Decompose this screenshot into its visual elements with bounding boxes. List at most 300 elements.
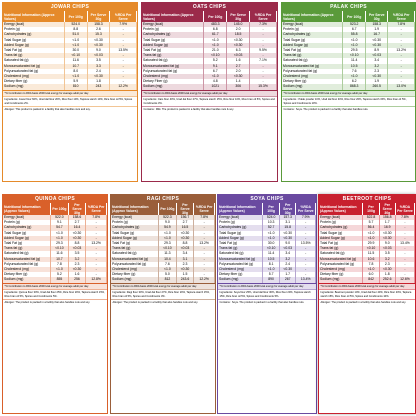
nutrient-name: Cholesterol (mg) (3, 267, 51, 272)
value-per-serve: <0.03 (379, 246, 395, 251)
rda-percent: - (194, 246, 215, 251)
nutrient-name: Protein (g) (218, 220, 263, 225)
rda-footnote: *% Contribution to RDA basis 2000 kcal energy for average adult per day. (3, 90, 137, 97)
value-per-100g: 5.0 (159, 272, 177, 277)
ingredients-text: Ingredients: Quinoa flour 30%, Urad dal flour 25%, Rice flour 20%, Tapioca starch 15%, Rice bran oil 5%, Spices and Condiments 5%. (3, 289, 107, 299)
rda-footnote: *% Contribution to RDA basis 2000 kcal energy for average adult per day. (319, 283, 415, 290)
value-per-serve: 243 (87, 84, 110, 89)
nutrition-table (218, 203, 316, 283)
value-per-serve: 1.8 (379, 272, 395, 277)
value-per-100g: 7.8 (363, 262, 379, 267)
value-per-serve: 3.5 (379, 251, 395, 256)
value-per-serve: 16.5 (176, 225, 194, 230)
nutrition-table (3, 11, 137, 90)
column-header-perServe: Per Serve 30g (279, 203, 296, 215)
nutrient-name: Polyunsaturated fat (g) (319, 262, 363, 267)
panel-title: OATS CHIPS (142, 3, 277, 11)
nutrient-name: Monounsaturated fat (g) (319, 257, 363, 262)
panel-ragi (110, 194, 216, 414)
rda-percent: - (110, 53, 137, 58)
value-per-100g: 5.2 (51, 272, 69, 277)
value-per-serve: <0.03 (365, 53, 388, 58)
nutrient-name: Dietary fiber (g) (282, 79, 343, 84)
panel-title: JOWAR CHIPS (3, 3, 137, 11)
rda-percent: 7.8% (194, 215, 215, 220)
rda-percent: - (250, 53, 277, 58)
value-per-100g: <1.0 (159, 267, 177, 272)
value-per-serve: 2.3 (68, 262, 86, 267)
value-per-100g: 10.6 (363, 257, 379, 262)
value-per-serve: 1.7 (379, 220, 395, 225)
nutrient-name: Total Sugar (g) (3, 38, 64, 43)
nutrient-name: Added Sugar (g) (3, 43, 64, 48)
value-per-100g: <1.0 (51, 267, 69, 272)
value-per-serve: 2.3 (365, 69, 388, 74)
ingredients-text: Ingredients: Beetroot powder 10%, Urad dal flour 40%, Rice flour 20%, Tapioca starch 15%, Rice bran oil 5%, Spices and Condiments 10%. (319, 289, 415, 299)
rda-percent: - (194, 225, 215, 230)
value-per-100g: 522.3 (159, 215, 177, 220)
value-per-100g: 810 (64, 84, 87, 89)
panel-soya (217, 194, 317, 414)
nutrient-name: Added Sugar (g) (111, 236, 159, 241)
rda-percent: - (86, 262, 107, 267)
value-per-100g: 10.4 (159, 257, 177, 262)
value-per-serve: <0.03 (87, 53, 110, 58)
value-per-serve: 1.5 (176, 272, 194, 277)
column-header-perServe: Per Serve 30g (379, 203, 395, 215)
value-per-100g: <1.0 (64, 74, 87, 79)
value-per-100g: 868.3 (343, 84, 366, 89)
column-header-row (142, 11, 277, 22)
value-per-100g: 7.6 (159, 262, 177, 267)
rda-percent: - (388, 43, 415, 48)
nutrient-name: Trans fat (g) (282, 53, 343, 58)
rda-percent: - (110, 38, 137, 43)
value-per-serve: 252.6 (379, 277, 395, 282)
nutrient-name: Total Sugar (g) (111, 231, 159, 236)
value-per-serve: <0.30 (379, 267, 395, 272)
rda-percent: - (86, 225, 107, 230)
column-header-name: Nutritional Information (Approx Values) (218, 203, 263, 215)
value-per-serve: 1.6 (68, 272, 86, 277)
value-per-serve: 2.7 (227, 64, 250, 69)
nutrient-name: Total Sugar (g) (218, 231, 263, 236)
rda-percent: 13.5% (296, 241, 316, 246)
nutrition-table (319, 203, 415, 283)
value-per-100g: 8.0 (64, 69, 87, 74)
nutrient-name: Polyunsaturated fat (g) (111, 262, 159, 267)
nutrient-name: Added Sugar (g) (3, 236, 51, 241)
rda-percent: - (296, 262, 316, 267)
value-per-serve: <0.03 (68, 246, 86, 251)
panel-title: SOYA CHIPS (218, 195, 316, 203)
nutrient-name: Sodium (mg) (3, 277, 51, 282)
value-per-100g: 55.8 (343, 32, 366, 37)
nutrient-name: Total Fat (g) (319, 241, 363, 246)
value-per-100g: 890 (263, 277, 280, 282)
value-per-100g: 10.5 (263, 257, 280, 262)
rda-percent: 12.8% (86, 277, 107, 282)
value-per-serve: 3.3 (87, 64, 110, 69)
rda-percent: - (395, 220, 414, 225)
nutrient-name: Dietary fiber (g) (3, 79, 64, 84)
value-per-100g: <1.0 (263, 267, 280, 272)
value-per-100g: 5.7 (363, 220, 379, 225)
column-header-name: Nutritional Information (Approx Values) (111, 203, 159, 215)
value-per-serve: 9.0 (379, 241, 395, 246)
value-per-serve: <0.30 (176, 267, 194, 272)
rda-percent: 13.4% (395, 241, 414, 246)
value-per-serve: <0.30 (68, 267, 86, 272)
value-per-100g: 11.4 (343, 58, 366, 63)
rda-percent: - (86, 267, 107, 272)
rda-percent: - (110, 64, 137, 69)
column-header-rda: %RDA Per Serve (194, 203, 215, 215)
rda-percent: - (296, 236, 316, 241)
nutrient-name: Polyunsaturated fat (g) (3, 262, 51, 267)
rda-percent: - (86, 257, 107, 262)
nutrient-name: Monounsaturated fat (g) (282, 64, 343, 69)
rda-percent: - (296, 251, 316, 256)
nutrient-name: Polyunsaturated fat (g) (3, 69, 64, 74)
value-per-serve: 9.0 (279, 241, 296, 246)
nutrient-name: Protein (g) (3, 220, 51, 225)
nutrient-name: Cholesterol (mg) (218, 267, 263, 272)
nutrient-name: Protein (g) (142, 27, 204, 32)
value-per-100g: 522.0 (51, 215, 69, 220)
rda-percent: - (86, 236, 107, 241)
value-per-serve: 2.6 (87, 27, 110, 32)
value-per-serve: <0.30 (279, 267, 296, 272)
value-per-100g: 11.6 (51, 251, 69, 256)
rda-percent: 7.1% (250, 58, 277, 63)
allergen-text: Contains : Soya. The product is packed in a facility that also handles nuts. (218, 299, 316, 306)
column-header-per100: Per 100g (263, 203, 280, 215)
value-per-100g: <1.0 (363, 231, 379, 236)
value-per-100g: 30.0 (263, 241, 280, 246)
rda-percent: - (194, 231, 215, 236)
value-per-serve: 1.9 (365, 27, 388, 32)
value-per-serve: 3.1 (279, 220, 296, 225)
rda-footnote: *% Contribution to RDA basis 2000 kcal energy for average adult per day. (142, 90, 277, 97)
value-per-100g: <0.10 (64, 53, 87, 58)
value-per-serve: 2.3 (176, 262, 194, 267)
value-per-100g: 61.7 (204, 32, 227, 37)
value-per-100g: 842 (363, 277, 379, 282)
value-per-100g: <1.0 (204, 74, 227, 79)
nutrient-name: Monounsaturated fat (g) (3, 64, 64, 69)
value-per-serve: 1.9 (365, 79, 388, 84)
column-header-row (111, 203, 215, 215)
nutrient-name: Total Sugar (g) (142, 38, 204, 43)
nutrient-name: Total Fat (g) (282, 48, 343, 53)
nutrient-name: Monounsaturated fat (g) (3, 257, 51, 262)
rda-percent: - (296, 220, 316, 225)
rda-percent: - (86, 220, 107, 225)
nutrient-name: Sodium (mg) (142, 84, 204, 89)
value-per-serve: 8.9 (365, 48, 388, 53)
value-per-100g: <1.0 (263, 236, 280, 241)
rda-percent: - (395, 225, 414, 230)
value-per-serve: <0.03 (279, 246, 296, 251)
rda-percent: 13.4% (296, 277, 316, 282)
nutrient-name: Monounsaturated fat (g) (142, 64, 204, 69)
rda-percent: - (250, 79, 277, 84)
column-header-name: Nutritional Information (Approx Values) (282, 11, 343, 22)
nutrient-name: Carbohydrates (g) (218, 225, 263, 230)
value-per-serve: 8.8 (176, 241, 194, 246)
value-per-100g: 9.1 (204, 64, 227, 69)
value-per-100g: <1.0 (363, 267, 379, 272)
column-header-perServe: Per Serve 30g (68, 203, 86, 215)
nutrient-name: Dietary Fiber (g) (142, 79, 204, 84)
rda-percent: 13.2% (194, 241, 215, 246)
rda-percent: - (194, 272, 215, 277)
nutrient-name: Trans fat (g) (142, 53, 204, 58)
value-per-serve: 15.3 (87, 32, 110, 37)
value-per-100g: 6.0 (363, 272, 379, 277)
nutrient-name: Energy (kcal) (218, 215, 263, 220)
value-per-100g: 11.5 (363, 251, 379, 256)
rda-percent: - (110, 74, 137, 79)
value-per-serve: 6.3 (227, 48, 250, 53)
nutrient-name: Polyunsaturated fat (g) (282, 69, 343, 74)
value-per-100g: 6.8 (204, 27, 227, 32)
value-per-100g: 11.3 (159, 251, 177, 256)
nutrient-name: Dietary fiber (g) (319, 272, 363, 277)
rda-percent: 13.2% (86, 241, 107, 246)
rda-percent: - (110, 58, 137, 63)
nutrient-name: Cholesterol (mg) (142, 74, 204, 79)
rda-percent: - (395, 236, 414, 241)
value-per-serve: <0.30 (68, 231, 86, 236)
rda-percent: - (395, 257, 414, 262)
value-per-100g: 10.7 (51, 257, 69, 262)
rda-footnote: *% Contribution to RDA basis 2000 kcal energy for average adult per day. (3, 283, 107, 290)
rda-percent: - (395, 272, 414, 277)
allergen-text: Allergen: The product is packed in a facility that also handles nuts and soy. (3, 299, 107, 306)
column-header-rda: %RDA Per Serve (297, 205, 314, 213)
rda-footnote: *% Contribution to RDA basis 2000 kcal energy for average adult per day. (218, 283, 316, 290)
nutrient-name: Protein (g) (319, 220, 363, 225)
value-per-serve: 15.8 (279, 225, 296, 230)
rda-percent: - (250, 27, 277, 32)
nutrient-name: Carbohydrates (g) (319, 225, 363, 230)
nutrient-name: Saturated fat (g) (3, 251, 51, 256)
allergen-text: Allergen: The product is packed in a facility that also handles nuts and soy. (319, 299, 415, 306)
column-header-per100: Per 100g (159, 203, 177, 215)
value-per-100g: 1021 (204, 84, 227, 89)
nutrient-name: Sodium (mg) (218, 277, 263, 282)
rda-percent: - (296, 231, 316, 236)
rda-percent: 13.0% (388, 84, 415, 89)
rda-percent: - (395, 251, 414, 256)
column-header-per100: Per 100g (343, 11, 366, 22)
value-per-100g: 4.8 (204, 79, 227, 84)
value-per-serve: <0.30 (176, 231, 194, 236)
rda-percent: 12.2% (194, 277, 215, 282)
value-per-serve: 3.4 (176, 251, 194, 256)
allergen-text: Allergen: This product is packed in a facility that also handles nuts and soy. (3, 106, 137, 113)
nutrient-name: Saturated fat (g) (282, 58, 343, 63)
value-per-serve: 3.4 (279, 251, 296, 256)
value-per-100g: 522.8 (363, 215, 379, 220)
nutrient-name: Monounsaturated fat (g) (111, 257, 159, 262)
allergen-text: Allergen: The product is packed in a facility that also handles nuts and soy. (111, 299, 215, 306)
rda-percent: - (194, 262, 215, 267)
value-per-100g: 29.9 (363, 241, 379, 246)
value-per-100g: 51.0 (64, 32, 87, 37)
nutrient-name: Polyunsaturated fat (g) (218, 262, 263, 267)
value-per-serve: 158.3 (365, 22, 388, 27)
nutrient-name: Carbohydrates (g) (3, 32, 64, 37)
nutrient-name: Carbohydrates (g) (142, 32, 204, 37)
nutrient-name: Saturated fat (g) (142, 58, 204, 63)
value-per-100g: 6.2 (343, 79, 366, 84)
rda-percent: - (388, 32, 415, 37)
nutrient-name: Total Fat (g) (3, 48, 64, 53)
value-per-serve: <0.30 (279, 236, 296, 241)
value-per-100g: <1.0 (64, 43, 87, 48)
nutrition-table (282, 11, 415, 90)
column-header-rda: %RDA Per Serve (388, 11, 415, 22)
ingredients-text: Ingredients : Palak powder 10%, Urad dal flour 40%, Rice flour 20%, Tapioca starch 15%, Rice bran oil 5%, Spices and Condiments 10%. (282, 96, 415, 106)
column-header-per100: Per 100g (204, 11, 227, 22)
value-per-serve: 18.5 (227, 32, 250, 37)
value-per-100g: <1.0 (343, 43, 366, 48)
nutrition-table (3, 203, 107, 283)
rda-percent: - (86, 246, 107, 251)
value-per-serve: 2.4 (87, 69, 110, 74)
value-per-100g: <1.0 (363, 236, 379, 241)
value-per-serve: <0.30 (279, 231, 296, 236)
column-header-rda: %RDA Per Serve (250, 11, 277, 22)
nutrient-name: Energy (kcal) (111, 215, 159, 220)
nutrition-table (142, 11, 277, 90)
value-per-serve: 1.7 (279, 272, 296, 277)
value-per-100g: 54.7 (51, 225, 69, 230)
rda-percent: 13.2% (388, 48, 415, 53)
nutrient-name: Saturated fat (g) (319, 251, 363, 256)
panel-beetroot (318, 194, 416, 414)
rda-percent: 12.6% (395, 277, 414, 282)
nutrient-name: Polyunsaturated fat (g) (142, 69, 204, 74)
value-per-serve: <0.30 (365, 74, 388, 79)
rda-percent: - (194, 251, 215, 256)
column-header-rda: %RDA Per Serve (397, 205, 413, 213)
column-header-per100: Per 100g (363, 203, 379, 215)
nutrient-name: Trans fat (g) (3, 246, 51, 251)
value-per-100g: <1.0 (343, 38, 366, 43)
rda-percent: - (250, 69, 277, 74)
rda-percent: - (296, 272, 316, 277)
value-per-100g: 29.3 (51, 241, 69, 246)
value-per-serve: 8.8 (68, 241, 86, 246)
nutrient-name: Total Sugar (g) (282, 38, 343, 43)
value-per-serve: 267 (279, 277, 296, 282)
nutrient-name: Trans fat (g) (218, 246, 263, 251)
value-per-serve: 2.0 (227, 69, 250, 74)
nutrient-name: Sodium (mg) (282, 84, 343, 89)
nutrient-name: Total Fat (g) (3, 241, 51, 246)
column-header-name: Nutritional Information (Approx Values) (3, 11, 64, 22)
value-per-serve: 1.6 (227, 58, 250, 63)
rda-percent: - (110, 27, 137, 32)
value-per-100g: 812 (159, 277, 177, 282)
column-header-row (319, 203, 415, 215)
rda-percent: - (250, 38, 277, 43)
value-per-serve: 9.0 (87, 48, 110, 53)
nutrient-name: Carbohydrates (g) (111, 225, 159, 230)
value-per-100g: 524.0 (263, 215, 280, 220)
value-per-100g: 855 (51, 277, 69, 282)
ingredients-text: Ingredients: Oats flour 40%, Urad dal flour 27%, Tapioca starch 15%, Rice flour 10%, Rice bran oil 5%, Spices and Condiments 3%. (142, 96, 277, 106)
nutrient-name: Energy (kcal) (319, 215, 363, 220)
rda-percent: - (250, 32, 277, 37)
value-per-100g: <1.0 (204, 43, 227, 48)
rda-percent: - (388, 58, 415, 63)
rda-percent: - (388, 74, 415, 79)
value-per-100g: 9.0 (159, 220, 177, 225)
panel-quinoa (2, 194, 108, 414)
nutrient-name: Cholesterol (mg) (3, 74, 64, 79)
rda-percent: 7.8% (388, 22, 415, 27)
panel-palak (281, 2, 416, 182)
column-header-perServe: Per Serve 30g (227, 11, 250, 22)
nutrient-name: Added Sugar (g) (218, 236, 263, 241)
nutrient-name: Energy (kcal) (3, 215, 51, 220)
value-per-100g: 5.7 (263, 272, 280, 277)
rda-percent: - (296, 246, 316, 251)
value-per-100g: 9.1 (51, 220, 69, 225)
value-per-serve: 243.6 (176, 277, 194, 282)
nutrient-name: Dietary fiber (g) (111, 272, 159, 277)
value-per-serve: 145.0 (227, 22, 250, 27)
value-per-serve: 306 (227, 84, 250, 89)
value-per-serve: 2.0 (227, 27, 250, 32)
nutrient-name: Sodium (mg) (111, 277, 159, 282)
rda-percent: - (110, 43, 137, 48)
rda-percent: 15.3% (250, 84, 277, 89)
value-per-serve: <0.30 (87, 38, 110, 43)
rda-percent: 12.2% (110, 84, 137, 89)
column-header-row (218, 203, 316, 215)
column-header-perServe: Per Serve 30g (87, 11, 110, 22)
column-header-name: Nutritional Information (Approx Values) (319, 203, 363, 215)
value-per-100g: 56.4 (363, 225, 379, 230)
column-header-row (282, 11, 415, 22)
rda-percent: - (250, 43, 277, 48)
value-per-100g: 5.9 (64, 79, 87, 84)
nutrient-name: Added Sugar (g) (282, 43, 343, 48)
column-header-row (3, 203, 107, 215)
nutrient-name: Cholesterol (mg) (111, 267, 159, 272)
value-per-serve: 256 (68, 277, 86, 282)
value-per-serve: <0.30 (379, 236, 395, 241)
value-per-100g: <0.10 (159, 246, 177, 251)
value-per-serve: <0.30 (379, 231, 395, 236)
ingredients-text: Ingredients: Ragi flour 30%, Urad dal flour 27%, Rice flour 20%, Tapioca starch 15%, Rice bran oil 5%, Spices and Condiments 3%. (111, 289, 215, 299)
column-header-perServe: Per Serve 30g (176, 203, 194, 215)
nutrient-name: Trans fat (g) (319, 246, 363, 251)
value-per-100g: <0.10 (343, 53, 366, 58)
allergen-text: Contains : Milk. The product is packed in a facility that also handles nuts & soy. (142, 106, 277, 113)
allergen-text: Contains : Soya. The product is packed in a facility that also handles nuts. (282, 106, 415, 113)
ingredients-text: Ingredients: Soya flour 25%, Urad dal flour 30%, Rice flour 20%, Tapioca starch 15%, Rice bran oil 5%, Spices and Condiments 5%. (218, 289, 316, 299)
nutrient-name: Sodium (mg) (319, 277, 363, 282)
value-per-serve: 156.8 (379, 215, 395, 220)
panel-title: BEETROOT CHIPS (319, 195, 415, 203)
